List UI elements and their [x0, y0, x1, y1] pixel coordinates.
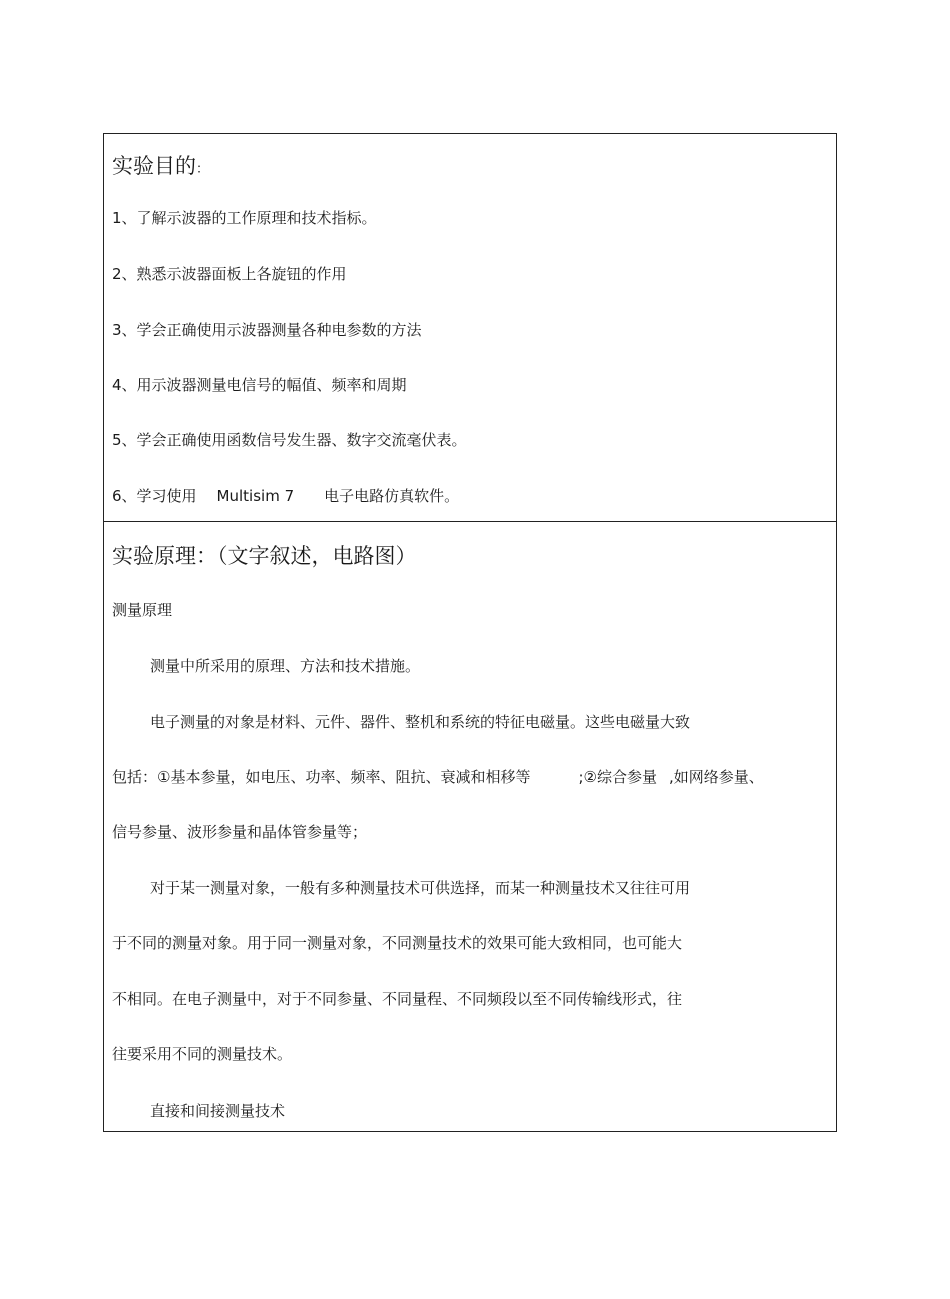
principles-subheading: 测量原理	[112, 601, 173, 619]
objective-item-6-part3: 电子电路仿真软件。	[324, 487, 460, 505]
principles-section	[104, 522, 836, 1131]
principles-heading: 实验原理：（文字叙述，电路图）	[112, 544, 417, 568]
principles-paragraph-2-line-2	[112, 766, 764, 787]
objective-item-1: 1、了解示波器的工作原理和技术指标。	[112, 209, 377, 227]
principles-paragraph-2-line-3: 信号参量、波形参量和晶体管参量等；	[112, 823, 368, 841]
p2-line2-part-b: ;②综合参量	[578, 768, 657, 786]
objective-item-6-part1: 6、学习使用	[112, 487, 197, 505]
principles-paragraph-3-line-4: 往要采用不同的测量技术。	[112, 1045, 293, 1063]
principles-paragraph-2-line-1: 电子测量的对象是材料、元件、器件、整机和系统的特征电磁量。这些电磁量大致	[150, 713, 691, 731]
p2-line2-part-c: ,如网络参量、	[668, 768, 764, 786]
objective-item-2: 2、熟悉示波器面板上各旋钮的作用	[112, 265, 347, 283]
objective-item-3: 3、学会正确使用示波器测量各种电参数的方法	[112, 321, 422, 339]
principles-paragraph-4: 直接和间接测量技术	[150, 1102, 286, 1120]
objective-item-6	[112, 485, 459, 506]
objective-item-4: 4、用示波器测量电信号的幅值、频率和周期	[112, 376, 407, 394]
principles-paragraph-3-line-2: 于不同的测量对象。用于同一测量对象，不同测量技术的效果可能大致相同，也可能大	[112, 934, 683, 952]
document-table	[103, 133, 837, 1132]
objectives-heading	[112, 150, 209, 180]
principles-paragraph-1: 测量中所采用的原理、方法和技术措施。	[150, 657, 421, 675]
objectives-heading-colon: ：	[196, 162, 210, 177]
principles-paragraph-3-line-3: 不相同。在电子测量中，对于不同参量、不同量程、不同频段以至不同传输线形式，往	[112, 990, 683, 1008]
objectives-section	[104, 134, 836, 522]
objective-item-6-software: Multisim 7	[216, 487, 295, 505]
objective-item-5: 5、学会正确使用函数信号发生器、数字交流毫伏表。	[112, 431, 467, 449]
principles-paragraph-3-line-1: 对于某一测量对象，一般有多种测量技术可供选择，而某一种测量技术又往往可用	[150, 879, 691, 897]
objectives-heading-text: 实验目的	[112, 154, 196, 178]
p2-line2-part-a: 包括：①基本参量，如电压、功率、频率、阻抗、衰减和相移等	[112, 768, 531, 786]
